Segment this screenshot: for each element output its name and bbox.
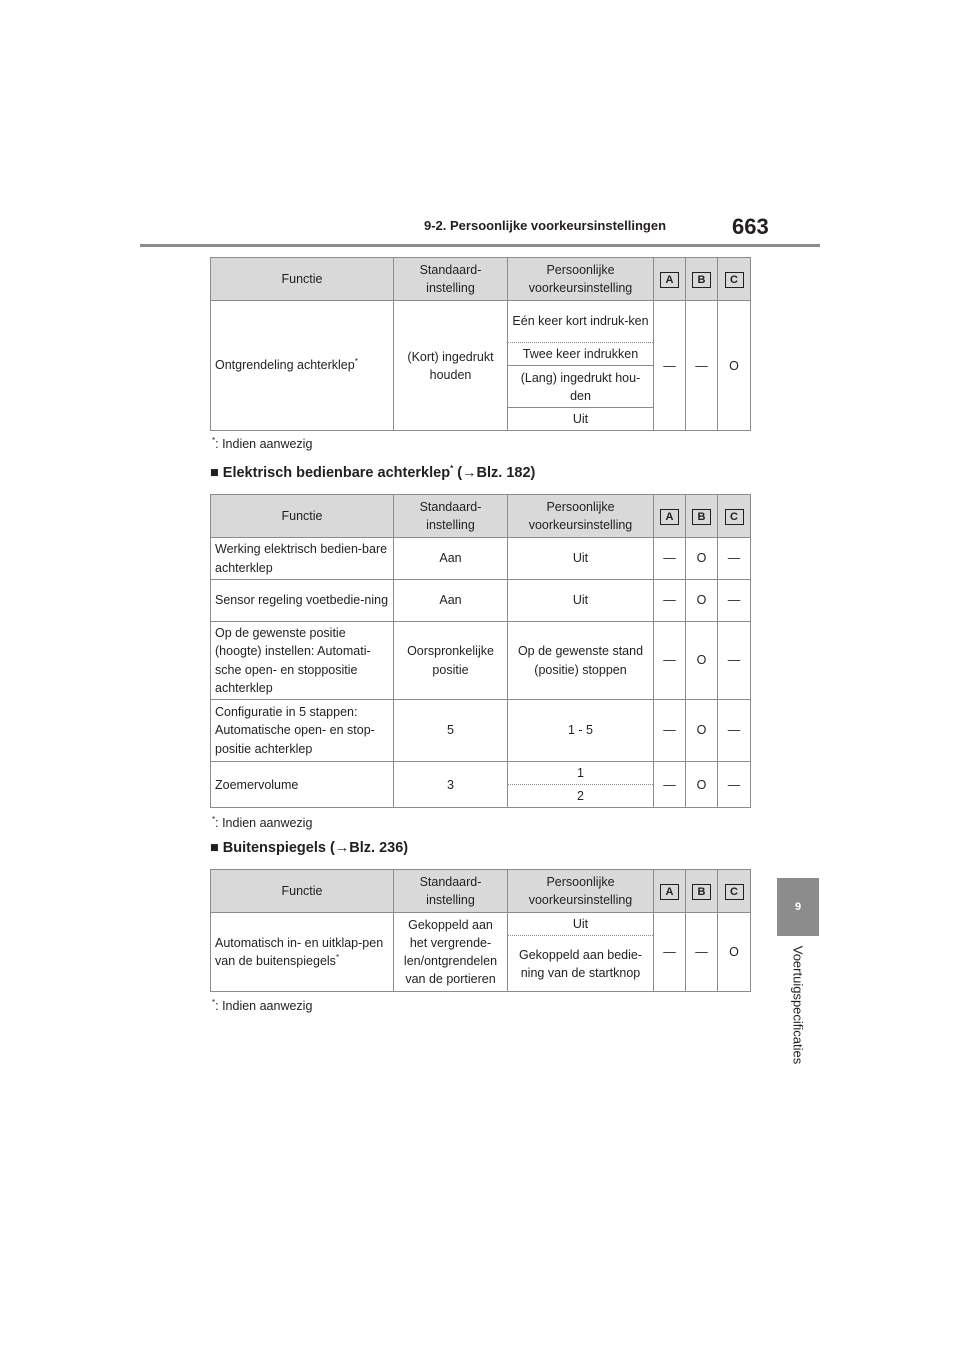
function-name: Ontgrendeling achterklep: [215, 358, 355, 373]
personal-value: Uit: [508, 538, 654, 580]
table-row: [211, 538, 751, 580]
b-value: —: [686, 301, 718, 431]
col-personal: Persoonlijke voorkeursinstelling: [508, 258, 654, 301]
footnote: *: Indien aanwezig: [212, 436, 313, 452]
option-value: Uit: [508, 408, 654, 431]
a-value: —: [654, 301, 686, 431]
b-value: —: [686, 913, 718, 992]
table-row: [211, 301, 751, 343]
section-heading: ■ Elektrisch bedienbare achterklep* (→Blz. 182): [210, 464, 536, 481]
c-value: —: [718, 622, 751, 700]
table-header-row: [211, 258, 751, 301]
function-name: Configuratie in 5 stappen: Automatische open- en stop-positie achterklep: [211, 700, 394, 762]
col-c-label: C: [725, 509, 744, 525]
table-row: [211, 700, 751, 762]
table-row: [211, 913, 751, 936]
col-c-label: C: [725, 272, 744, 288]
col-b-label: B: [692, 509, 711, 525]
function-name: Werking elektrisch bedien-bare achterklep: [211, 538, 394, 580]
col-b-label: B: [692, 272, 711, 288]
c-value: —: [718, 762, 751, 808]
a-value: —: [654, 762, 686, 808]
table-power-rear-door: [210, 494, 751, 808]
table-row: [211, 580, 751, 622]
col-default: Standaard-instelling: [394, 870, 508, 913]
col-default: Standaard-instelling: [394, 495, 508, 538]
c-value: —: [718, 580, 751, 622]
col-personal: Persoonlijke voorkeursinstelling: [508, 870, 654, 913]
header-rule: [140, 244, 820, 247]
option-value: Uit: [508, 913, 654, 936]
b-value: O: [686, 622, 718, 700]
b-value: O: [686, 538, 718, 580]
a-value: —: [654, 700, 686, 762]
a-value: —: [654, 538, 686, 580]
col-c-label: C: [725, 884, 744, 900]
b-value: O: [686, 700, 718, 762]
b-value: O: [686, 580, 718, 622]
table-rear-door-unlock: [210, 257, 751, 431]
col-a-label: A: [660, 509, 679, 525]
c-value: —: [718, 538, 751, 580]
personal-value: Op de gewenste stand (positie) stoppen: [508, 622, 654, 700]
table-header-row: [211, 870, 751, 913]
option-value: Twee keer indrukken: [508, 343, 654, 366]
option-value: 1: [508, 762, 654, 785]
option-value: Gekoppeld aan bedie-ning van de startknop: [508, 936, 654, 992]
col-b-label: B: [692, 884, 711, 900]
option-value: (Lang) ingedrukt hou-den: [508, 366, 654, 408]
footnote: *: Indien aanwezig: [212, 998, 313, 1014]
c-value: —: [718, 700, 751, 762]
section-heading: ■ Buitenspiegels (→Blz. 236): [210, 840, 409, 856]
a-value: —: [654, 580, 686, 622]
footnote: *: Indien aanwezig: [212, 815, 313, 831]
function-name: Sensor regeling voetbedie-ning: [211, 580, 394, 622]
default-value: 3: [394, 762, 508, 808]
page-number: 663: [732, 214, 769, 239]
function-name: Automatisch in- en uitklap-pen van de buitenspiegels: [215, 935, 384, 969]
col-default: Standaard-instelling: [394, 258, 508, 301]
personal-value: Uit: [508, 580, 654, 622]
col-function: Functie: [211, 258, 394, 301]
col-function: Functie: [211, 870, 394, 913]
default-value: Gekoppeld aan het vergrende-len/ontgrendelen van de portieren: [394, 913, 508, 992]
b-value: O: [686, 762, 718, 808]
default-value: Oorspronkelijke positie: [394, 622, 508, 700]
default-value: 5: [394, 700, 508, 762]
col-a-label: A: [660, 272, 679, 288]
a-value: —: [654, 913, 686, 992]
function-name: Op de gewenste positie (hoogte) instellen: Automati-sche open- en stoppositie achterklep: [211, 622, 394, 700]
table-header-row: [211, 495, 751, 538]
table-outside-mirrors: [210, 869, 751, 992]
default-value: Aan: [394, 538, 508, 580]
col-function: Functie: [211, 495, 394, 538]
a-value: —: [654, 622, 686, 700]
personal-value: 1 - 5: [508, 700, 654, 762]
option-value: Eén keer kort indruk-ken: [508, 301, 654, 343]
c-value: O: [718, 913, 751, 992]
table-row: [211, 762, 751, 785]
footnote-marker: *: [354, 357, 358, 367]
chapter-side-label: Voertuigspecificaties: [790, 945, 806, 1065]
default-value: (Kort) ingedrukt houden: [394, 301, 508, 431]
c-value: O: [718, 301, 751, 431]
function-name: Zoemervolume: [211, 762, 394, 808]
table-row: [211, 622, 751, 700]
default-value: Aan: [394, 580, 508, 622]
chapter-tab: 9: [777, 878, 819, 936]
footnote-marker: *: [335, 952, 340, 962]
section-header-title: 9-2. Persoonlijke voorkeursinstellingen: [424, 218, 667, 233]
option-value: 2: [508, 785, 654, 808]
col-a-label: A: [660, 884, 679, 900]
col-personal: Persoonlijke voorkeursinstelling: [508, 495, 654, 538]
